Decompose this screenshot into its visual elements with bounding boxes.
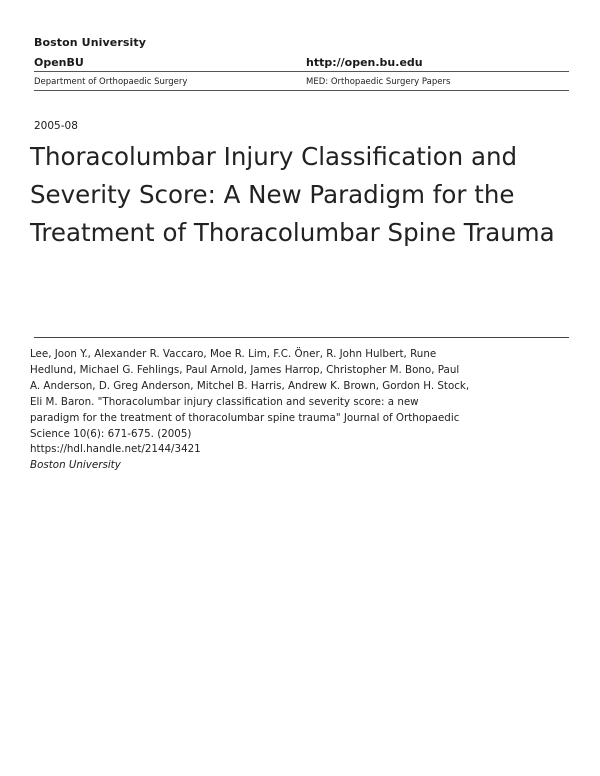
institution-name: Boston University xyxy=(34,36,147,49)
collection-name: MED: Orthopaedic Surgery Papers xyxy=(306,77,451,87)
repository-link[interactable]: http://open.bu.edu xyxy=(306,56,423,69)
publication-date: 2005-08 xyxy=(34,120,78,132)
citation-text: Lee, Joon Y., Alexander R. Vaccaro, Moe R. Lim, F.C. Öner, R. John Hulbert, Rune Hedlund, Michael G. Fehlings, Paul Arnold, James Harrop, Christopher M. Bono, Paul A. Anderson, D. Greg Anderson, Mitchel B. Harris, Andrew K. Brown, Gordon H. Stock, Eli M. Baron. "Thoracolumbar injury classification and severity score: a new paradigm for the treatment of thoracolumbar spine trauma" Journal of Orthopaedic Science 10(6): 671-675. (2005) xyxy=(30,348,470,440)
handle-link[interactable]: https://hdl.handle.net/2144/3421 xyxy=(30,443,201,455)
header-divider-bottom xyxy=(34,90,569,91)
document-title: Thoracolumbar Injury Classification and Severity Score: A New Paradigm for the Treatment of Thoracolumbar Spine Trauma xyxy=(30,142,555,247)
department-name: Department of Orthopaedic Surgery xyxy=(34,77,188,87)
header-divider-top xyxy=(34,71,569,72)
publisher-name: Boston University xyxy=(30,459,121,471)
repository-name: OpenBU xyxy=(34,56,84,69)
title-divider xyxy=(34,337,569,338)
